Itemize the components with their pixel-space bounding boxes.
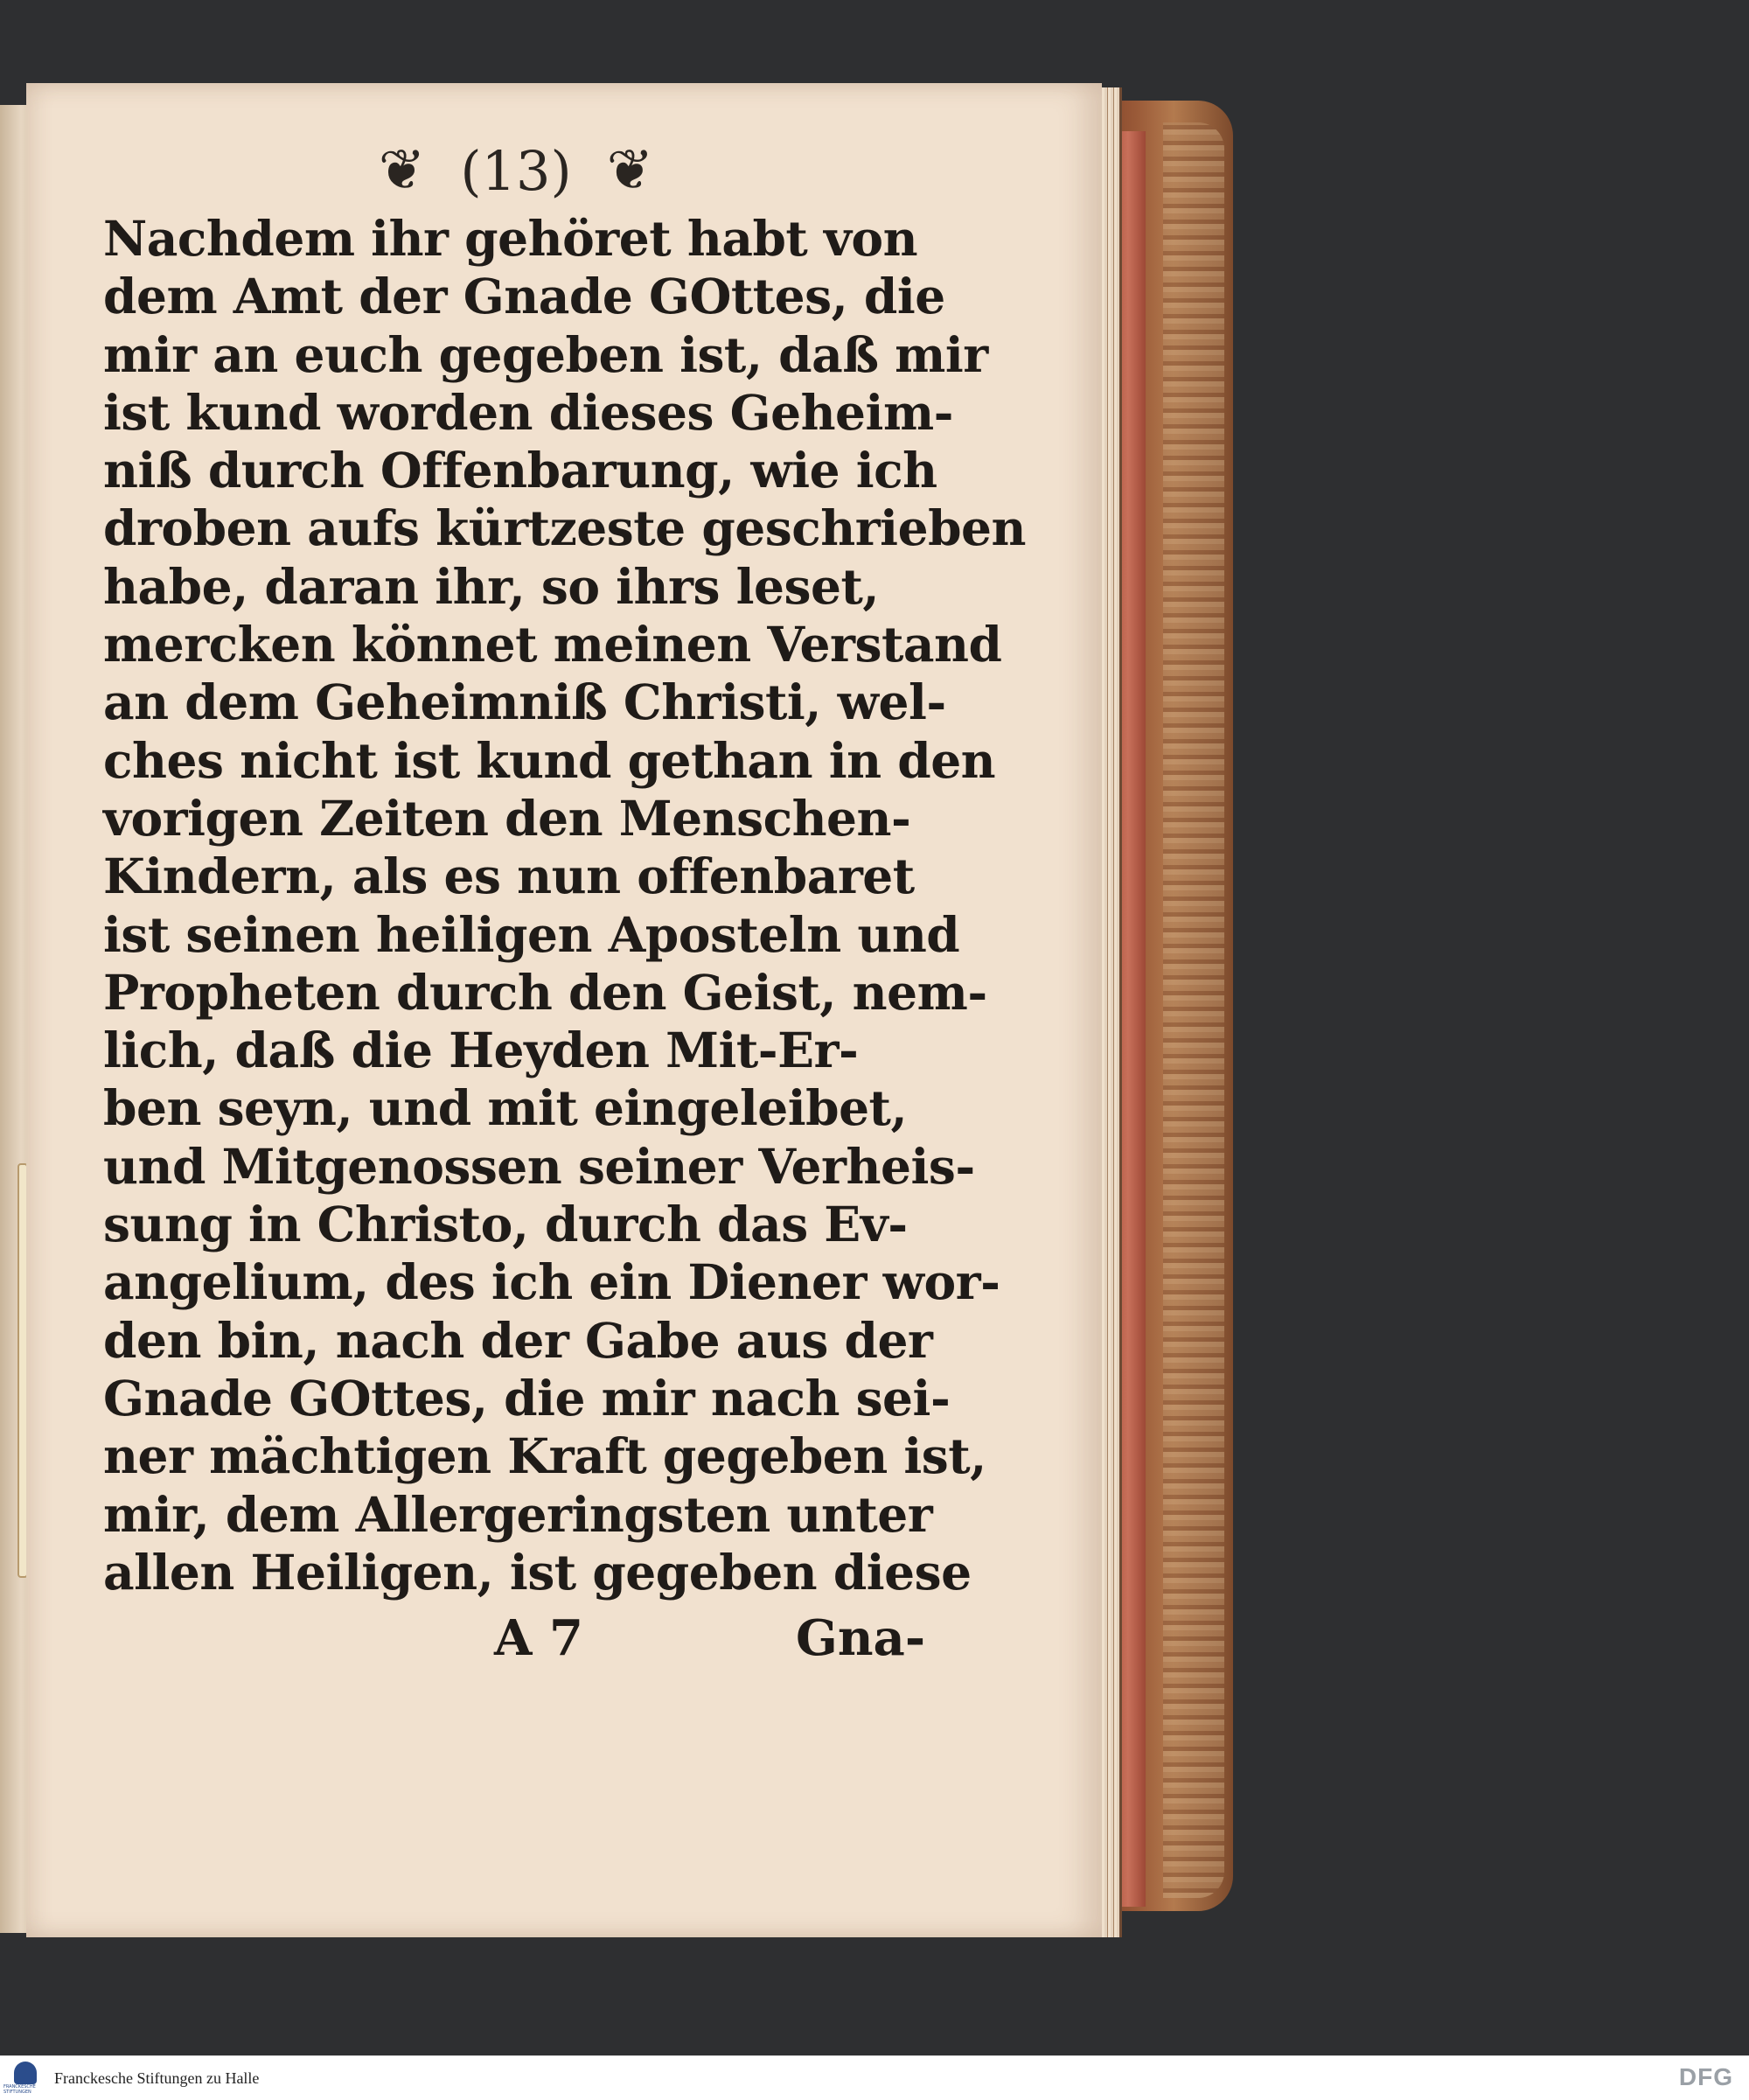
page-number: (13)	[460, 138, 572, 203]
text-line: den bin, nach der Gabe aus der	[103, 1311, 933, 1369]
text-line: an dem Geheimniß Christi, wel-	[103, 673, 946, 731]
text-line: habe, daran ihr, so ihrs leset,	[103, 557, 880, 615]
text-line: mercken könnet meinen Verstand	[103, 616, 1002, 673]
text-line: ist seinen heiligen Aposteln und	[103, 905, 960, 963]
text-line: ches nicht ist kund gethan in den	[103, 731, 996, 789]
institution-logo-icon	[3, 2058, 47, 2098]
text-line: und Mitgenossen seiner Verheis-	[103, 1137, 975, 1195]
text-line: Nachdem ihr gehöret habt von	[103, 210, 918, 267]
text-line: angelium, des ich ein Diener wor-	[103, 1253, 1000, 1311]
text-line: Propheten durch den Geist, nem-	[103, 963, 987, 1021]
text-line: mir, dem Allergeringsten unter	[103, 1485, 933, 1543]
text-line: Kindern, als es nun offenbaret	[103, 848, 915, 905]
ornament-right-icon: ❦	[606, 138, 654, 203]
text-line: dem Amt der Gnade GOttes, die	[103, 268, 945, 325]
signature-mark: A 7	[494, 1609, 583, 1667]
logo-text: FRANCKESCHE STIFTUNGEN	[3, 2084, 36, 2095]
footer-bar	[0, 2055, 1749, 2100]
text-line: ist kund worden dieses Geheim-	[103, 383, 953, 441]
dfg-logo: DFG	[1678, 2063, 1733, 2090]
text-line: lich, daß die Heyden Mit-Er-	[103, 1022, 859, 1079]
text-line: sung in Christo, durch das Ev-	[103, 1196, 908, 1253]
text-line: allen Heiligen, ist gegeben diese	[103, 1543, 972, 1601]
text-line: Gnade GOttes, die mir nach sei-	[103, 1369, 951, 1427]
text-line: niß durch Offenbarung, wie ich	[103, 442, 937, 499]
text-line: ner mächtigen Kraft gegeben ist,	[103, 1427, 986, 1485]
text-line: vorigen Zeiten den Menschen-	[103, 789, 911, 847]
ornament-left-icon: ❦	[378, 138, 426, 203]
text-line: ben seyn, und mit eingeleibet,	[103, 1079, 908, 1137]
text-line: mir an euch gegeben ist, daß mir	[103, 325, 988, 383]
institution-name: Franckesche Stiftungen zu Halle	[54, 2069, 260, 2087]
text-line: droben aufs kürtzeste geschrieben	[103, 499, 1027, 557]
logo-mark	[14, 2062, 37, 2084]
catchword: Gna-	[796, 1609, 926, 1667]
body-text	[103, 210, 1027, 1601]
cover-edge	[1163, 122, 1224, 1898]
page-header	[289, 131, 743, 210]
